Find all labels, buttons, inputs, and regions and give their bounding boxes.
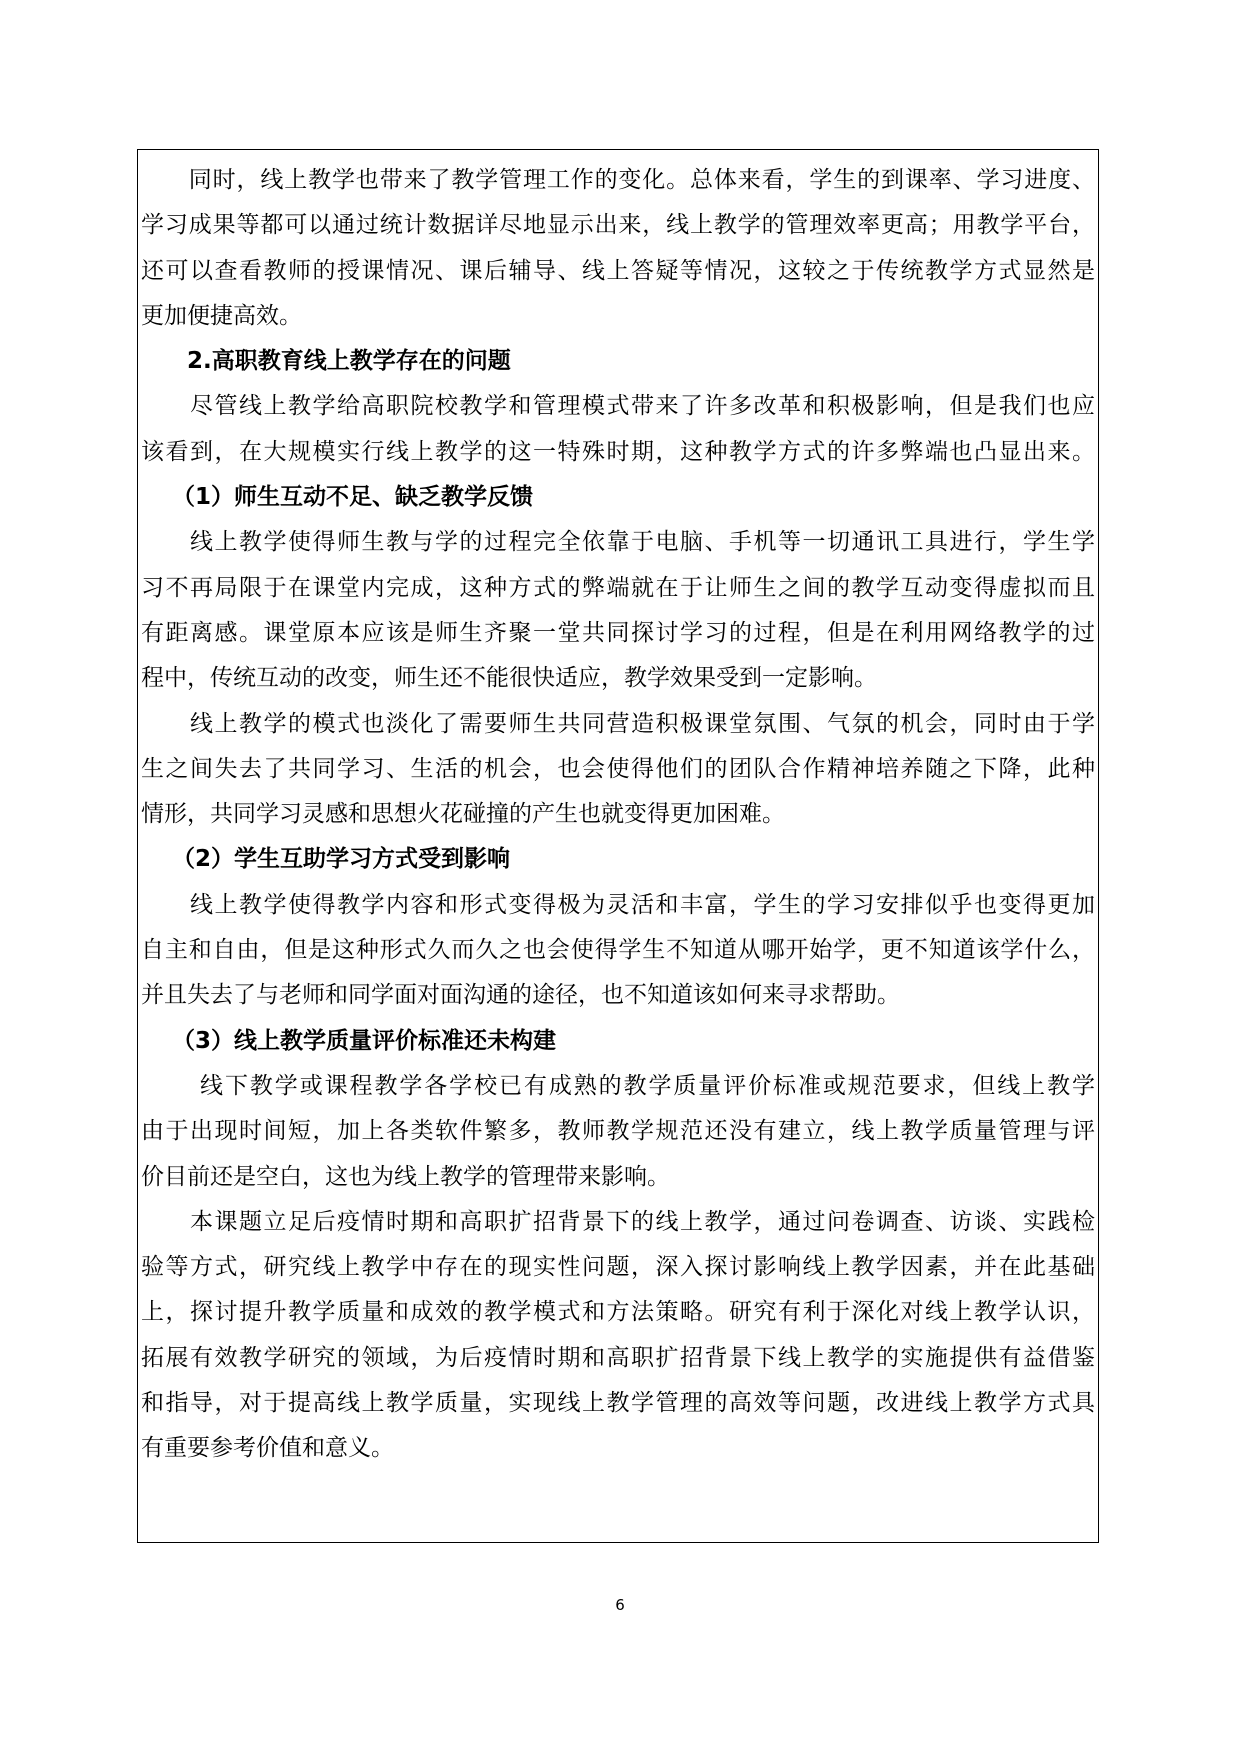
body-text-line: 本课题立足后疫情时期和高职扩招背景下的线上教学，通过问卷调查、访谈、实践检: [141, 1208, 1095, 1235]
body-text-line: 和指导，对于提高线上教学质量，实现线上教学管理的高效等问题，改进线上教学方式具: [141, 1390, 1095, 1417]
section-heading: 2.高职教育线上教学存在的问题: [141, 348, 511, 375]
body-text-line: 情形，共同学习灵感和思想火花碰撞的产生也就变得更加困难。: [141, 801, 785, 828]
document-body: [141, 158, 1095, 1472]
body-text-line: 线上教学使得师生教与学的过程完全依靠于电脑、手机等一切通讯工具进行，学生学: [141, 529, 1095, 556]
body-text-line: 习不再局限于在课堂内完成，这种方式的弊端就在于让师生之间的教学互动变得虚拟而且: [141, 574, 1095, 601]
body-text-line: 程中，传统互动的改变，师生还不能很快适应，教学效果受到一定影响。: [141, 665, 877, 692]
body-text-line: 线上教学使得教学内容和形式变得极为灵活和丰富，学生的学习安排似乎也变得更加: [141, 891, 1095, 918]
body-text-line: 验等方式，研究线上教学中存在的现实性问题，深入探讨影响线上教学因素，并在此基础: [141, 1254, 1095, 1281]
body-text-line: 上，探讨提升教学质量和成效的教学模式和方法策略。研究有利于深化对线上教学认识，: [141, 1299, 1095, 1326]
body-text-line: 自主和自由，但是这种形式久而久之也会使得学生不知道从哪开始学，更不知道该学什么，: [141, 937, 1095, 964]
page-number: 6: [615, 1596, 625, 1614]
body-text-line: 还可以查看教师的授课情况、课后辅导、线上答疑等情况，这较之于传统教学方式显然是: [141, 257, 1095, 284]
body-text-line: 由于出现时间短，加上各类软件繁多，教师教学规范还没有建立，线上教学质量管理与评: [141, 1118, 1095, 1145]
section-heading: （2）学生互助学习方式受到影响: [141, 846, 511, 873]
body-text-line: 生之间失去了共同学习、生活的机会，也会使得他们的团队合作精神培养随之下降，此种: [141, 755, 1095, 782]
body-text-line: 价目前还是空白，这也为线上教学的管理带来影响。: [141, 1163, 670, 1190]
body-text-line: 拓展有效教学研究的领域，为后疫情时期和高职扩招背景下线上教学的实施提供有益借鉴: [141, 1344, 1095, 1371]
body-text-line: 线下教学或课程教学各学校已有成熟的教学质量评价标准或规范要求，但线上教学: [141, 1072, 1095, 1099]
body-text-line: 同时，线上教学也带来了教学管理工作的变化。总体来看，学生的到课率、学习进度、: [141, 167, 1095, 193]
body-text-line: 线上教学的模式也淡化了需要师生共同营造积极课堂氛围、气氛的机会，同时由于学: [141, 710, 1095, 737]
body-text-line: 学习成果等都可以通过统计数据详尽地显示出来，线上教学的管理效率更高；用教学平台，: [141, 212, 1095, 239]
section-heading: （3）线上教学质量评价标准还未构建: [141, 1027, 557, 1054]
body-text-line: 有重要参考价值和意义。: [141, 1435, 394, 1462]
body-text-line: 尽管线上教学给高职院校教学和管理模式带来了许多改革和积极影响，但是我们也应: [141, 393, 1095, 420]
body-text-line: 该看到，在大规模实行线上教学的这一特殊时期，这种教学方式的许多弊端也凸显出来。: [141, 438, 1095, 465]
body-text-line: 更加便捷高效。: [141, 302, 302, 329]
body-text-line: 并且失去了与老师和同学面对面沟通的途径，也不知道该如何来寻求帮助。: [141, 982, 900, 1009]
body-text-line: 有距离感。课堂原本应该是师生齐聚一堂共同探讨学习的过程，但是在利用网络教学的过: [141, 619, 1095, 646]
section-heading: （1）师生互动不足、缺乏教学反馈: [141, 484, 534, 511]
